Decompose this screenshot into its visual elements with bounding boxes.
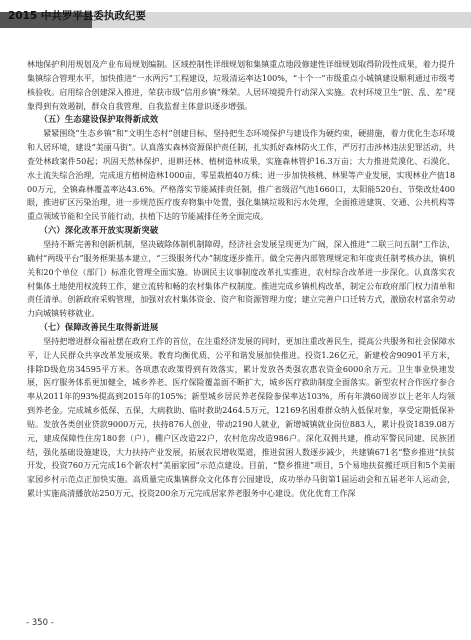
header-bar-light — [92, 12, 471, 28]
running-header — [8, 8, 146, 23]
body-paragraph: 坚持把增进群众福祉摆在政府工作的首位，在注重经济发展的同时，更加注重改善民生，提高公共服务和社会保障水平，让人民群众共享改革发展成果。教育均衡优质、公平和谐发展加快推进。投资1.26亿元，新建校舍90901平方米，排除D级危房34595平方米。各项惠农政策得到有效落实，累计发放各类强农惠农资金6000余万元。卫生事业快速发展，医疗服务体系更加健全，城乡养老、医疗保险覆盖面不断扩大，城乡医疗救助制度全面落实。新型农村合作医疗参合率从2011年的93%提高到2015年的105%；新型城乡居民养老保险参保率达103%，所有年满60周岁以上老年人均领到养老金。完成城乡低保、五保、大病救助、临时救助2464.5万元，12169名困难群众纳入低保对象，享受定期低保补贴。发放各类创业贷款9000万元，扶持876人创业，带动2190人就业，新增城镇就业岗位883人，累计投资1839.08万元，建成保障性住房180套（户），棚户区改造22户，农村危房改造986户。深化双拥共建，推动军警民同建、民族团结，强化基础设施建设，大力扶持产业发展，拓展农民增收渠道，推进贫困人数逐步减少，共建镇671名“整乡推进”扶贫开发，投资760万元完成16个新农村“美丽家园”示范点建设。目前，“整乡推进”项目，5个易地扶贫搬迁项目和5个美丽家园乡村示范点正加快实施。高质量完成集镇群众文化体育公园建设，成功举办马街第1届运动会和五届老年人运动会，累计实施高清播放站250万元，投资200余万元完成居家养老服务中心建设。优化优育工作深 — [27, 336, 455, 499]
page-header — [0, 0, 471, 52]
body-paragraph: 林地保护利用规划及产业布局规划编制。区域控制性详细规划和集镇重点地段修建性详细规划取得阶段性成果，着力提升集镇综合管理水平，加快推进“一水两污”工程建设，垃圾清运率达100%，“十个一”市级重点小城镇建设顺利通过市级考核验收。启用综合创建深入推进，荣获市级“信用乡镇”殊荣。人居环境提升行动深入实施。农村环境卫生“脏、乱、差”现象得到有效遏制，群众自我管理、自我监督主体意识逐步增强。 — [27, 60, 455, 111]
page-number: - 350 - — [26, 618, 54, 628]
header-title-text: 中共罗平县委执政纪要 — [40, 10, 146, 22]
section-heading: （五）生态建设保护取得新成效 — [39, 114, 159, 125]
body-paragraph: 坚持不断完善和创新机制，坚决破除体制机制障碍，经济社会发展呈现更为广阔，深入推进“二联三问五制”工作法，确村“两级平台”服务框架基本建立，“三级服务代办”制度逐步推开。做全完善内部管理规定和年度责任制考核办法，镇机关和20个单位（部门）标准化管理全面实施。协调民主议事制度改革扎实推进，农村综合改革进一步深化。认真落实农村集体土地使用权流转工作，建立流转和畅的农村集体产权制度。推进完成乡镇机构改革，制定公布政府部门权力清单和责任清单。创新政府采购管理，加强对农村集体资金、资产和资源管理力度；建立完善户口迁转方式，激励农村富余劳动力向城镇转移就业。 — [27, 239, 455, 319]
section-heading: （六）深化改革开放实现新突破 — [39, 225, 159, 236]
page-body — [27, 58, 455, 501]
section-heading: （七）保障改善民生取得新进展 — [39, 322, 159, 333]
body-paragraph: 紧紧围绕“生态乡镇”和“文明生态村”创建目标，坚持把生态环境保护与建设作为硬约束，硬措施，着力优化生态环境和人居环境，建设“美丽马街”。认真落实森林资源保护责任制，扎实抓好森林防火工作，严厉打击涉林违法犯罪活动，共查处林政案件50起；巩固天然林保护、退耕还林、植树造林成果，实施森林管护16.3万亩；大力推进荒漠化、石漠化、水土流失综合治理，完成退方植树造林1000亩，零星栽植40万株；进一步加快核桃、林果等产业发展，实现林业产值1800万元，全镇森林覆盖率达43.6%。严格落实节能减排责任制，推广省级沼气池1660口，太阳能520台、节柴改灶400眼，推进矿区污染治理，进一步规范医疗废弃物集中处置，强化集镇垃圾和污水处理，全面推进建筑、交通、公共机构等重点领域节能和全民节能行动，扶植下达的节能减排任务全面完成。 — [27, 129, 455, 222]
header-year: 2015 — [8, 10, 38, 22]
